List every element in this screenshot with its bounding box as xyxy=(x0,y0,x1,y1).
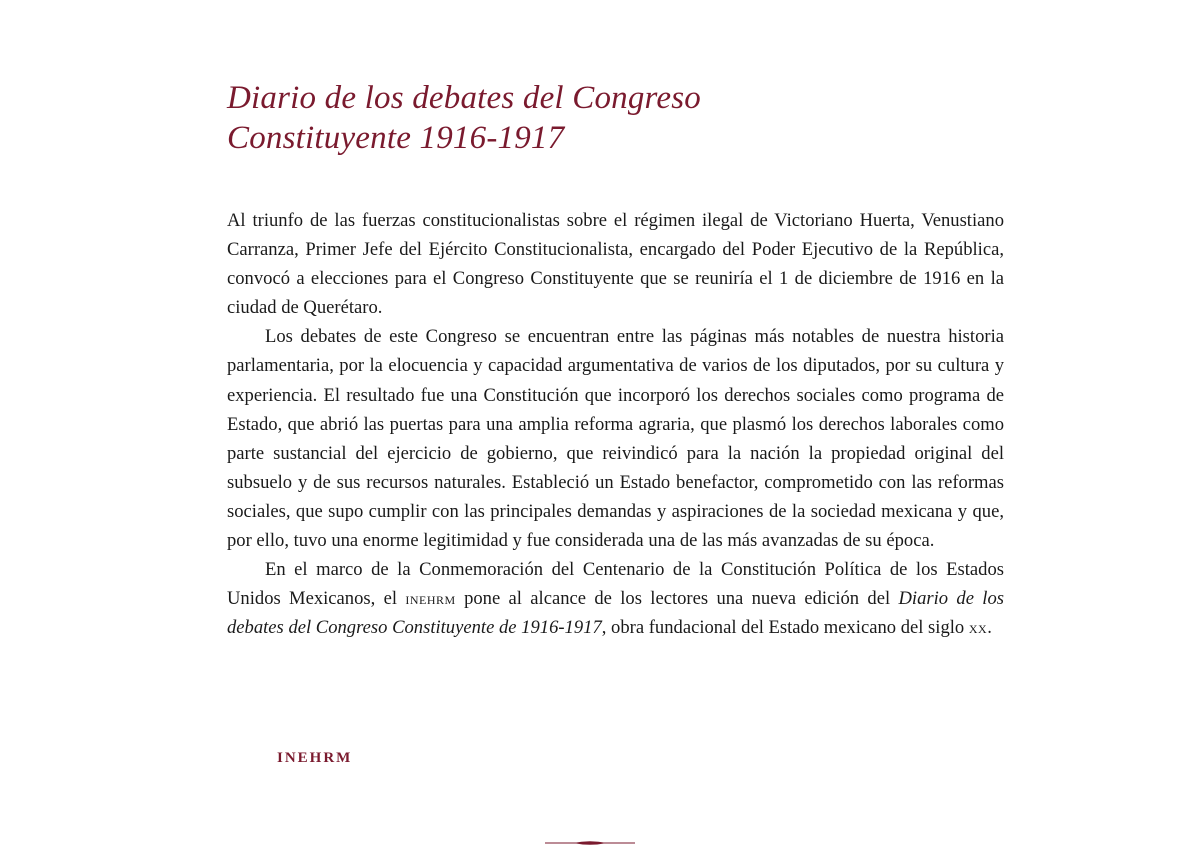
paragraph-3-text-3: , obra fundacional del Estado mexicano del siglo xyxy=(601,617,969,639)
org-acronym: inehrm xyxy=(405,589,456,609)
paragraph-3 xyxy=(227,555,1004,642)
signature: INEHRM xyxy=(277,750,353,766)
title-line-2: Constituyente 1916-1917 xyxy=(227,120,565,156)
paragraph-3-text-2: pone al alcance de los lectores una nueva edición del xyxy=(455,588,899,610)
paragraph-3-text-4: . xyxy=(987,617,992,639)
title-line-1: Diario de los debates del Congreso xyxy=(227,80,701,116)
paragraph-3-text-1: En el marco de la Conmemoración del Centenario de la Constitución Política de los Estados Unidos Mexicanos, el xyxy=(227,559,1004,610)
paragraph-2: Los debates de este Congreso se encuentran entre las páginas más notables de nuestra historia parlamentaria, por la elocuencia y capacidad argumentativa de varios de los diputados, por su cultura y experiencia. El resultado fue una Constitución que incorporó los derechos sociales como programa de Estado, que abrió las puertas para una amplia reforma agraria, que plasmó los derechos laborales como parte sustancial del ejercicio de gobierno, que reivindicó para la nación la propiedad original del subsuelo y de sus recursos naturales. Estableció un Estado benefactor, comprometido con las reformas sociales, que supo cumplir con las principales demandas y aspiraciones de la sociedad mexicana y que, por ello, tuvo una enorme legitimidad y fue considerada una de las más avanzadas de su época. xyxy=(227,326,1004,552)
page-header xyxy=(227,78,1004,158)
paragraph-1: Al triunfo de las fuerzas constitucionalistas sobre el régimen ilegal de Victoriano Huerta, Venustiano Carranza, Primer Jefe del Ejército Constitucionalista, encargado del Poder Ejecutivo de la República, convocó a elecciones para el Congreso Constituyente que se reuniría el 1 de diciembre de 1916 en la ciudad de Querétaro. xyxy=(227,210,1004,319)
diamond-rule-ornament-icon xyxy=(545,838,635,848)
document-body xyxy=(227,206,1004,642)
century-numeral: xx xyxy=(968,618,988,638)
document-title xyxy=(227,78,1004,158)
work-title: Diario de los debates del Congreso Constituyente de 1916-1917 xyxy=(227,588,1004,639)
